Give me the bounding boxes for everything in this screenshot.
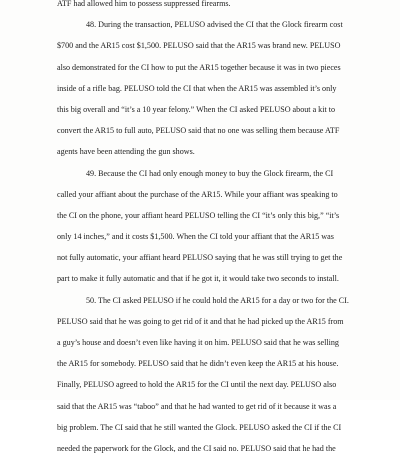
text-line: only 14 inches,” and it costs $1,500. When the CI told your affiant that the AR15 was	[57, 232, 334, 242]
text-line: the CI on the phone, your affiant heard PELUSO telling the CI “it’s only this big,” “it’s	[57, 210, 340, 220]
text-line: the AR15 for somebody. PELUSO said that he didn’t even keep the AR15 at his house.	[57, 359, 339, 369]
text-line: part to make it fully automatic and that if he got it, it would take two seconds to install.	[57, 274, 339, 284]
text-line: needed the paperwork for the Glock, and the CI said no. PELUSO said that he had the	[57, 443, 336, 453]
text-line: this big overall and “it’s a 10 year felony.” When the CI asked PELUSO about a kit to	[57, 104, 336, 114]
text-line: PELUSO said that he was going to get rid of it and that he had picked up the AR15 from	[57, 316, 344, 326]
text-line: said that the AR15 was “taboo” and that he had wanted to get rid of it because it was a	[57, 401, 337, 411]
text-line: big problem. The CI said that he still wanted the Glock. PELUSO asked the CI if the CI	[57, 422, 342, 432]
text-line: agents have been attending the gun shows.	[57, 147, 195, 157]
text-line: called your affiant about the purchase of the AR15. While your affiant was speaking to	[57, 189, 338, 199]
text-line: ATF had allowed him to possess suppressed firearms.	[57, 0, 231, 8]
paragraph-49-start: 49. Because the CI had only enough money to buy the Glock firearm, the CI	[86, 168, 334, 178]
document-body	[57, 0, 357, 459]
paragraph-48-start: 48. During the transaction, PELUSO advised the CI that the Glock firearm cost	[86, 20, 343, 30]
paragraph-50-start: 50. The CI asked PELUSO if he could hold the AR15 for a day or two for the CI.	[86, 295, 349, 305]
text-line: inside of a rifle bag. PELUSO told the CI that when the AR15 was assembled it’s only	[57, 83, 337, 93]
text-line: Finally, PELUSO agreed to hold the AR15 for the CI until the next day. PELUSO also	[57, 380, 337, 390]
text-line: also demonstrated for the CI how to put the AR15 together because it was in two pieces	[57, 62, 341, 72]
text-line: $700 and the AR15 cost $1,500. PELUSO said that the AR15 was brand new. PELUSO	[57, 41, 341, 51]
text-line: not fully automatic, your affiant heard PELUSO saying that he was still trying to get the	[57, 253, 343, 263]
text-line: convert the AR15 to full auto, PELUSO said that no one was selling them because ATF	[57, 126, 340, 136]
text-line: a guy’s house and doesn’t even like having it on him. PELUSO said that he was selling	[57, 338, 339, 347]
